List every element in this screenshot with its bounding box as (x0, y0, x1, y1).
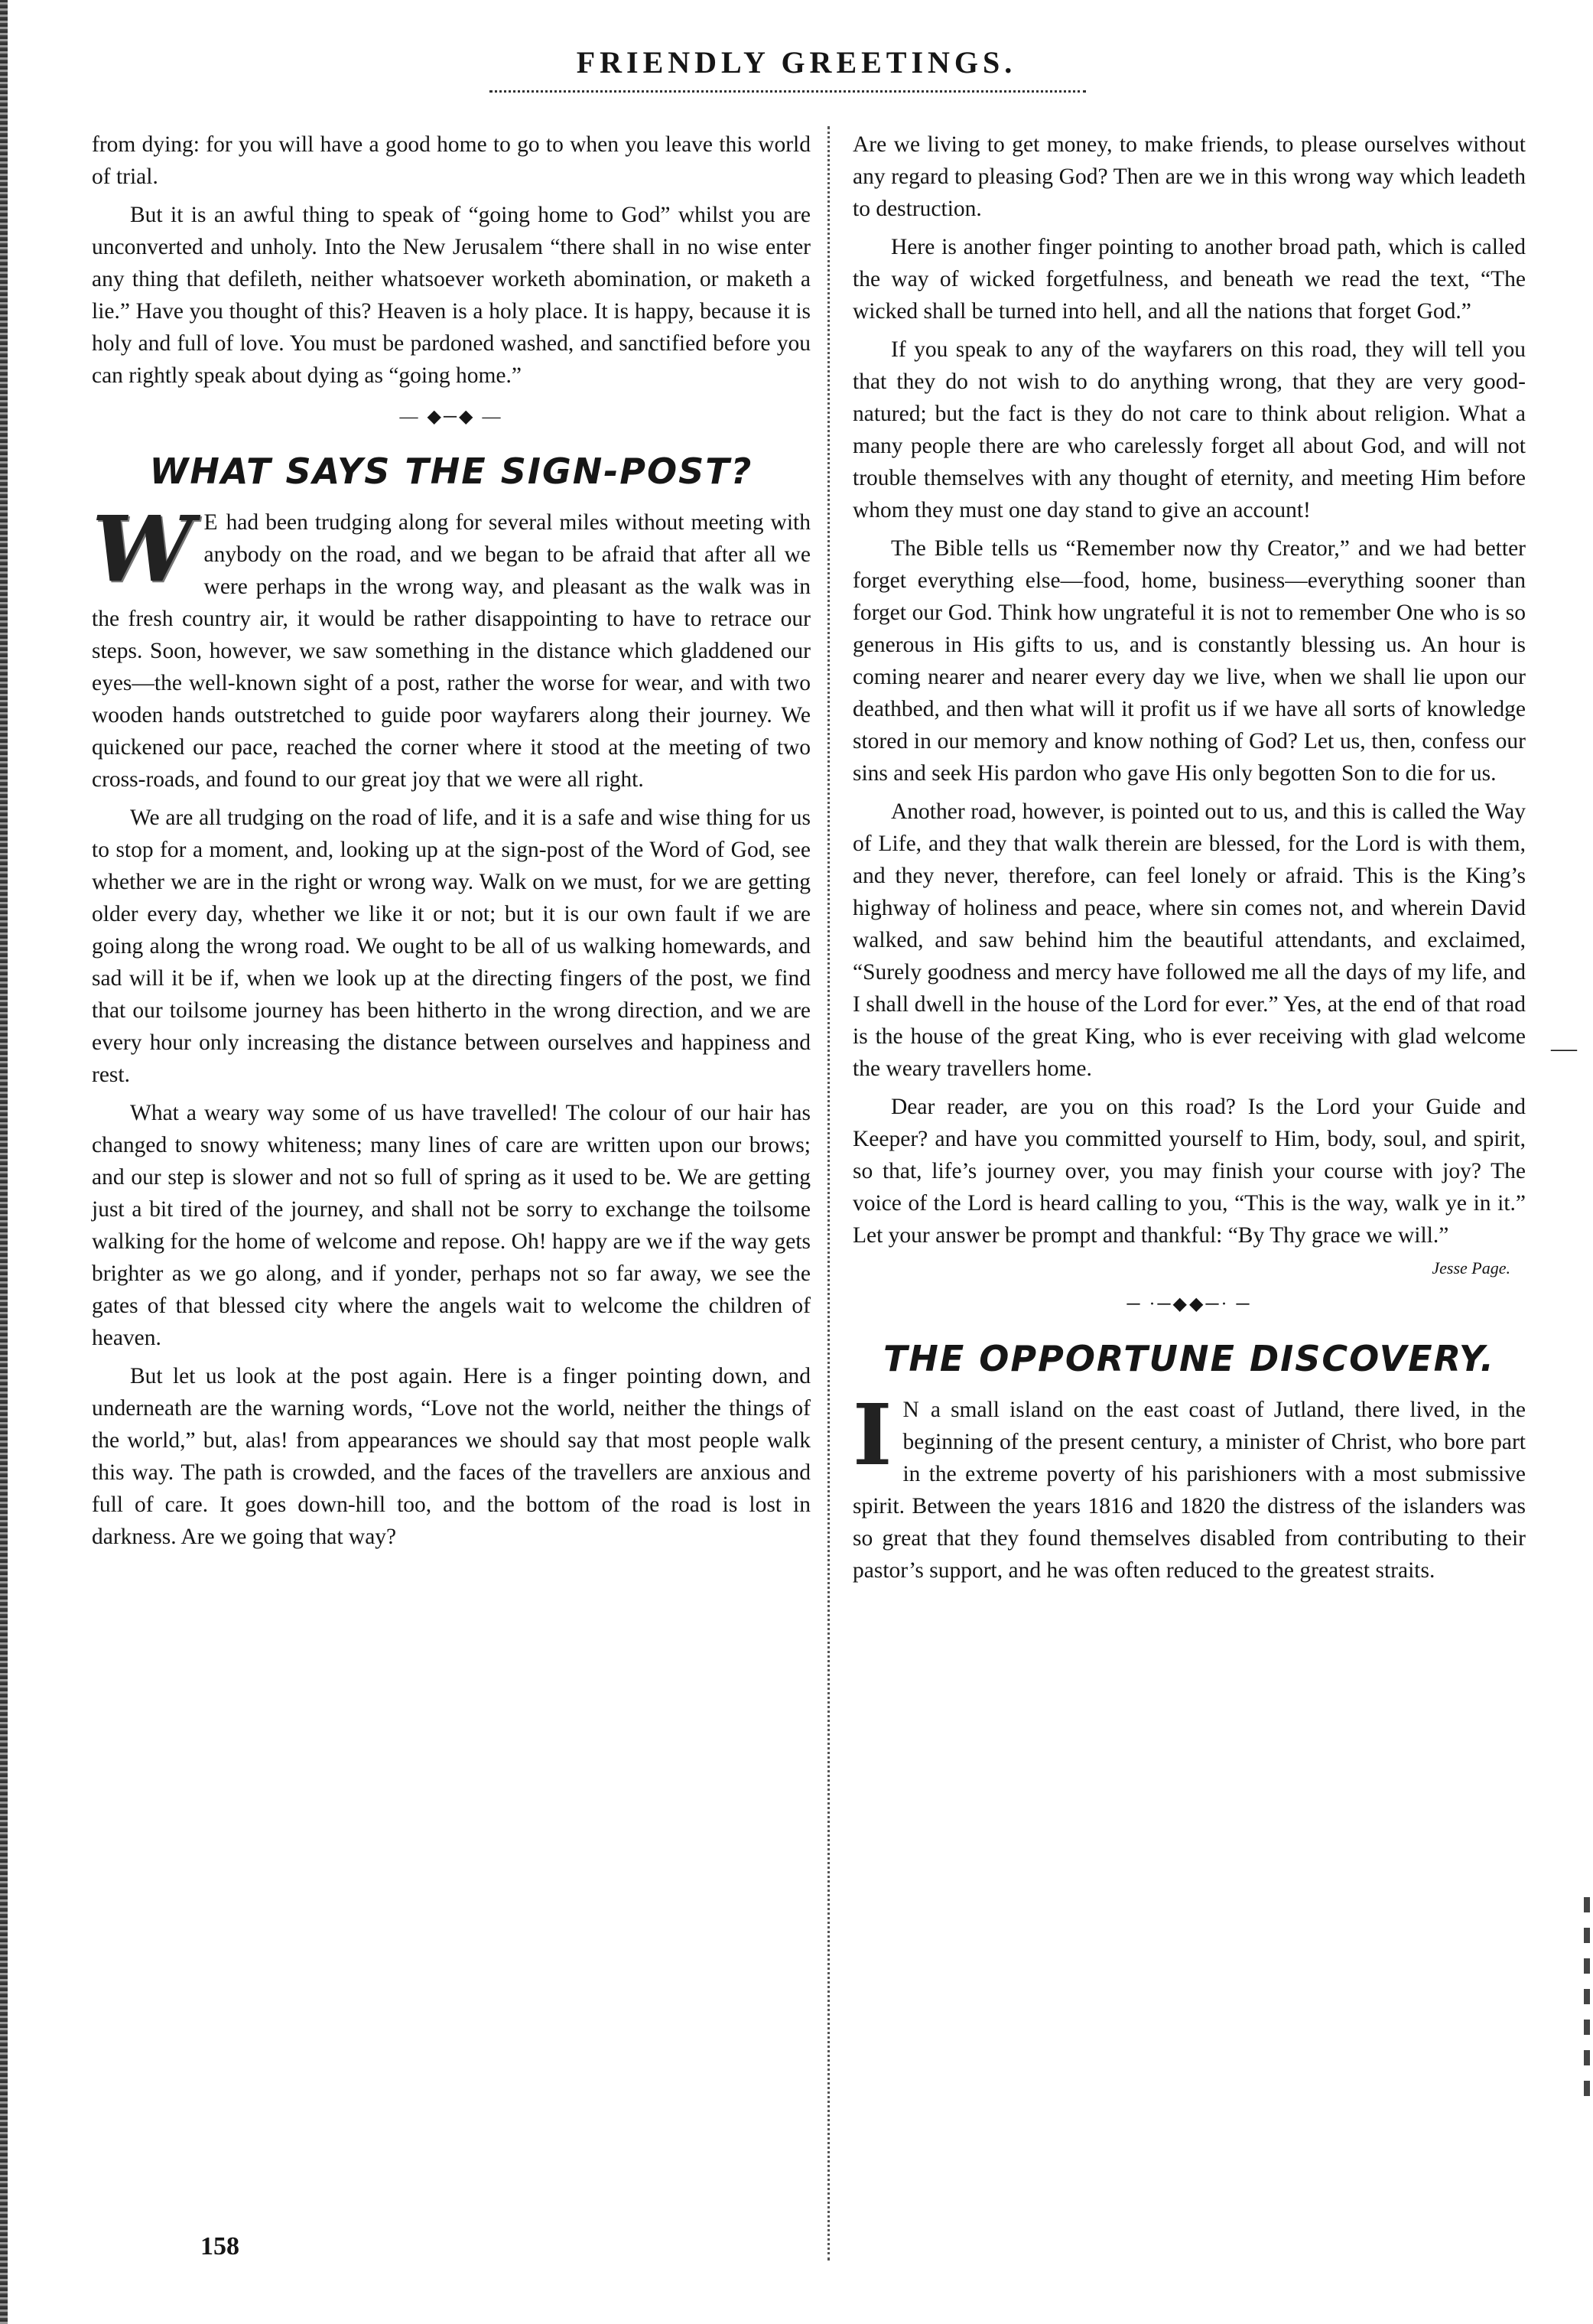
margin-dash: — (1551, 1034, 1577, 1063)
page-binding-edge (0, 0, 8, 2324)
paragraph (92, 496, 811, 796)
header-rule (489, 90, 1086, 93)
paragraph: But it is an awful thing to speak of “going home to God” whilst you are unconverted and unholy. Into the New Jerusalem “there shall in no wise enter any thing that defileth, neither whatsoever worketh abomination, or maketh a lie.” Have you thought of this? Heaven is a holy place. It is happy, because it is holy and full of love. You must be pardoned washed, and sanctified before you can rightly speak about dying as “going home.” (92, 203, 811, 388)
paragraph: The Bible tells us “Remember now thy Creator,” and we had better forget everything else—food, home, business—everything sooner than forget our God. Think how ungrateful it is not to remember One who is so generous in His gifts to us, and is constantly blessing us. An hour is coming nearer and nearer every day we live, when we shall lie upon our deathbed, and then what will it profit us if we have all sorts of knowledge stored in our memory and know nothing of God? Let us, then, confess our sins and seek His pardon who gave His only begotten Son to die for us. (853, 536, 1526, 786)
article-title: WHAT SAYS THE SIGN-POST? (149, 451, 753, 492)
paragraph: We are all trudging on the road of life, and it is a safe and wise thing for us to stop for a moment, and, looking up at the sign-post of the Word of God, see whether we are in the right or wrong way. Walk on we must, for we are getting older every day, whether we like it or not; but it is our own fault if we are going along the wrong road. We ought to be all of us walking homewards, and sad will it be if, when we look up at the directing fingers of the post, we find that our toilsome journey has been hitherto in the wrong direction, and we are every hour only increasing the distance between ourselves and happiness and rest. (92, 806, 811, 1087)
page-number: 158 (200, 2232, 239, 2261)
running-header: FRIENDLY GREETINGS. (576, 45, 1017, 80)
paragraph (853, 1385, 1526, 1587)
column-divider (827, 126, 830, 2261)
section-ornament: — ◆─◆ — (399, 407, 503, 427)
right-column (853, 129, 1526, 1593)
drop-cap: W (92, 496, 193, 602)
paragraph: Are we living to get money, to make friends, to please ourselves without any regard to pleasing God? Then are we in this wrong way which leadeth to destruction. (853, 132, 1526, 221)
paragraph-text: a small island on the east coast of Jutland, there lived, in the beginning of the present century, a minister of Christ, who bore part in the extreme poverty of his parishioners with a most submissive spirit. Between the years 1816 and 1820 the distress of the islanders was so great that they found themselves disabled from contributing to their pastor’s support, and he was often reduced to the greatest straits. (853, 1398, 1526, 1583)
author-signature: Jesse Page. (1432, 1258, 1510, 1278)
edge-marks (1584, 1897, 1590, 2096)
paragraph: What a weary way some of us have travelled! The colour of our hair has changed to snowy whiteness; many lines of care are written upon our brows; and our step is slower and not so full of spring as it used to be. We are getting just a bit tired of the journey, and shall not be sorry to exchange the toilsome walking for the home of welcome and repose. Oh! happy are we if the way gets brighter as we go along, and if yonder, perhaps not so far away, we see the gates of that blessed city where the angels wait to welcome the children of heaven. (92, 1101, 811, 1350)
drop-cap: I (853, 1385, 892, 1484)
paragraph-text: had been trudging along for several miles without meeting with anybody on the road, and we began to be afraid that after all we were perhaps in the wrong way, and pleasant as the walk was in the fresh country air, it would be rather disappointing to have to retrace our steps. Soon, however, we saw something in the distance which gladdened our eyes—the well-known sight of a post, rather the worse for wear, and with two wooden hands outstretched to guide poor wayfarers along their journey. We quickened our pace, reached the corner where it stood at the meeting of two cross-roads, and found to our great joy that we were all right. (92, 510, 811, 792)
small-caps-lead: E (203, 510, 219, 535)
paragraph: If you speak to any of the wayfarers on this road, they will tell you that they do not wish to do anything wrong, that they are very good-natured; but the fact is they do not care to think about religion. What a many people there are who carelessly forget all about God, and will not trouble themselves with any thought of eternity, and meeting Him before whom they must one day stand to give an account! (853, 337, 1526, 522)
section-ornament: ─ ·─◆◆─· ─ (1126, 1294, 1252, 1314)
small-caps-lead: N (902, 1398, 921, 1422)
article-title: THE OPPORTUNE DISCOVERY. (883, 1338, 1495, 1379)
left-column (92, 129, 811, 1559)
paragraph: But let us look at the post again. Here is a finger pointing down, and underneath are the warning words, “Love not the world, neither the things of the world,” but, alas! from appearances we should say that most people walk this way. The path is crowded, and the faces of the travellers are anxious and full of care. It goes down-hill too, and the bottom of the road is lost in darkness. Are we going that way? (92, 1364, 811, 1549)
paragraph: Another road, however, is pointed out to us, and this is called the Way of Life, and they that walk therein are blessed, for the Lord is with them, and they never, therefore, can feel lonely or afraid. This is the King’s highway of holiness and peace, where sin comes not, and wherein David walked, and saw behind him the beautiful attendants, and exclaimed, “Surely goodness and mercy have followed me all the days of my life, and I shall dwell in the house of the Lord for ever.” Yes, at the end of that road is the house of the great King, who is ever receiving with glad welcome the weary travellers home. (853, 799, 1526, 1081)
paragraph: Dear reader, are you on this road? Is the Lord your Guide and Keeper? and have you committed yourself to Him, body, soul, and spirit, so that, life’s journey over, you may finish your course with joy? The voice of the Lord is heard calling to you, “This is the way, walk ye in it.” Let your answer be prompt and thankful: “By Thy grace we will.” (853, 1095, 1526, 1248)
paragraph: Here is another finger pointing to another broad path, which is called the way of wicked forgetfulness, and beneath we read the text, “The wicked shall be turned into hell, and all the nations that forget God.” (853, 235, 1526, 324)
paragraph: from dying: for you will have a good home to go to when you leave this world of trial. (92, 132, 811, 189)
